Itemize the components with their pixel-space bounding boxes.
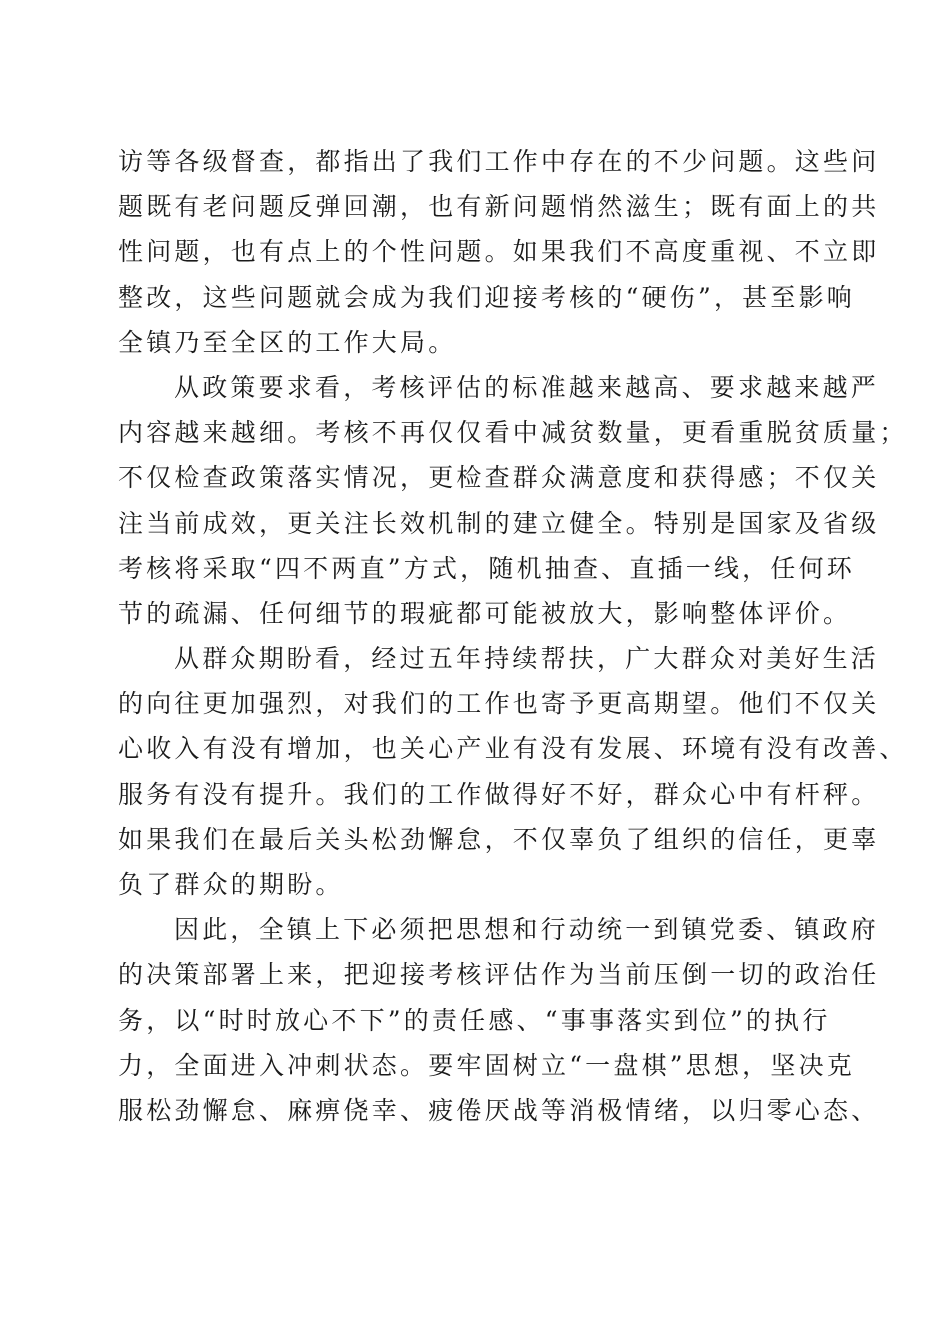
paragraph-start-line: 从政策要求看，考核评估的标准越来越高、要求越来越严 <box>174 372 880 402</box>
text-line: 题既有老问题反弹回潮，也有新问题悄然滋生；既有面上的共 <box>118 192 880 222</box>
paragraph-start-line: 因此，全镇上下必须把思想和行动统一到镇党委、镇政府 <box>174 915 880 945</box>
text-line: 注当前成效，更关注长效机制的建立健全。特别是国家及省级 <box>118 508 880 538</box>
text-line: 整改，这些问题就会成为我们迎接考核的“硬伤”，甚至影响 <box>118 282 855 312</box>
text-line: 务，以“时时放心不下”的责任感、“事事落实到位”的执行 <box>118 1005 831 1035</box>
text-line: 负了群众的期盼。 <box>118 870 344 899</box>
text-line: 力，全面进入冲刺状态。要牢固树立“一盘棋”思想，坚决克 <box>118 1050 855 1080</box>
text-line: 节的疏漏、任何细节的瑕疵都可能被放大，影响整体评价。 <box>118 598 852 628</box>
paragraph-start-line: 从群众期盼看，经过五年持续帮扶，广大群众对美好生活 <box>174 644 880 674</box>
text-line: 的向往更加强烈，对我们的工作也寄予更高期望。他们不仅关 <box>118 689 880 719</box>
text-line: 考核将采取“四不两直”方式，随机抽查、直插一线，任何环 <box>118 553 855 583</box>
text-line: 服松劲懈怠、麻痹侥幸、疲倦厌战等消极情绪，以归零心态、 <box>118 1095 880 1125</box>
text-line: 如果我们在最后关头松劲懈怠，不仅辜负了组织的信任，更辜 <box>118 824 880 854</box>
text-line: 内容越来越细。考核不再仅仅看中减贫数量，更看重脱贫质量； <box>118 418 908 448</box>
text-line: 心收入有没有增加，也关心产业有没有发展、环境有没有改善、 <box>118 734 908 764</box>
text-line: 不仅检查政策落实情况，更检查群众满意度和获得感；不仅关 <box>118 463 880 493</box>
text-line: 服务有没有提升。我们的工作做得好不好，群众心中有杆秤。 <box>118 779 880 809</box>
text-line: 的决策部署上来，把迎接考核评估作为当前压倒一切的政治任 <box>118 960 880 990</box>
text-line: 访等各级督查，都指出了我们工作中存在的不少问题。这些问 <box>118 147 880 176</box>
body-text <box>118 139 908 1133</box>
text-line: 全镇乃至全区的工作大局。 <box>118 327 457 357</box>
text-line: 性问题，也有点上的个性问题。如果我们不高度重视、不立即 <box>118 237 880 267</box>
